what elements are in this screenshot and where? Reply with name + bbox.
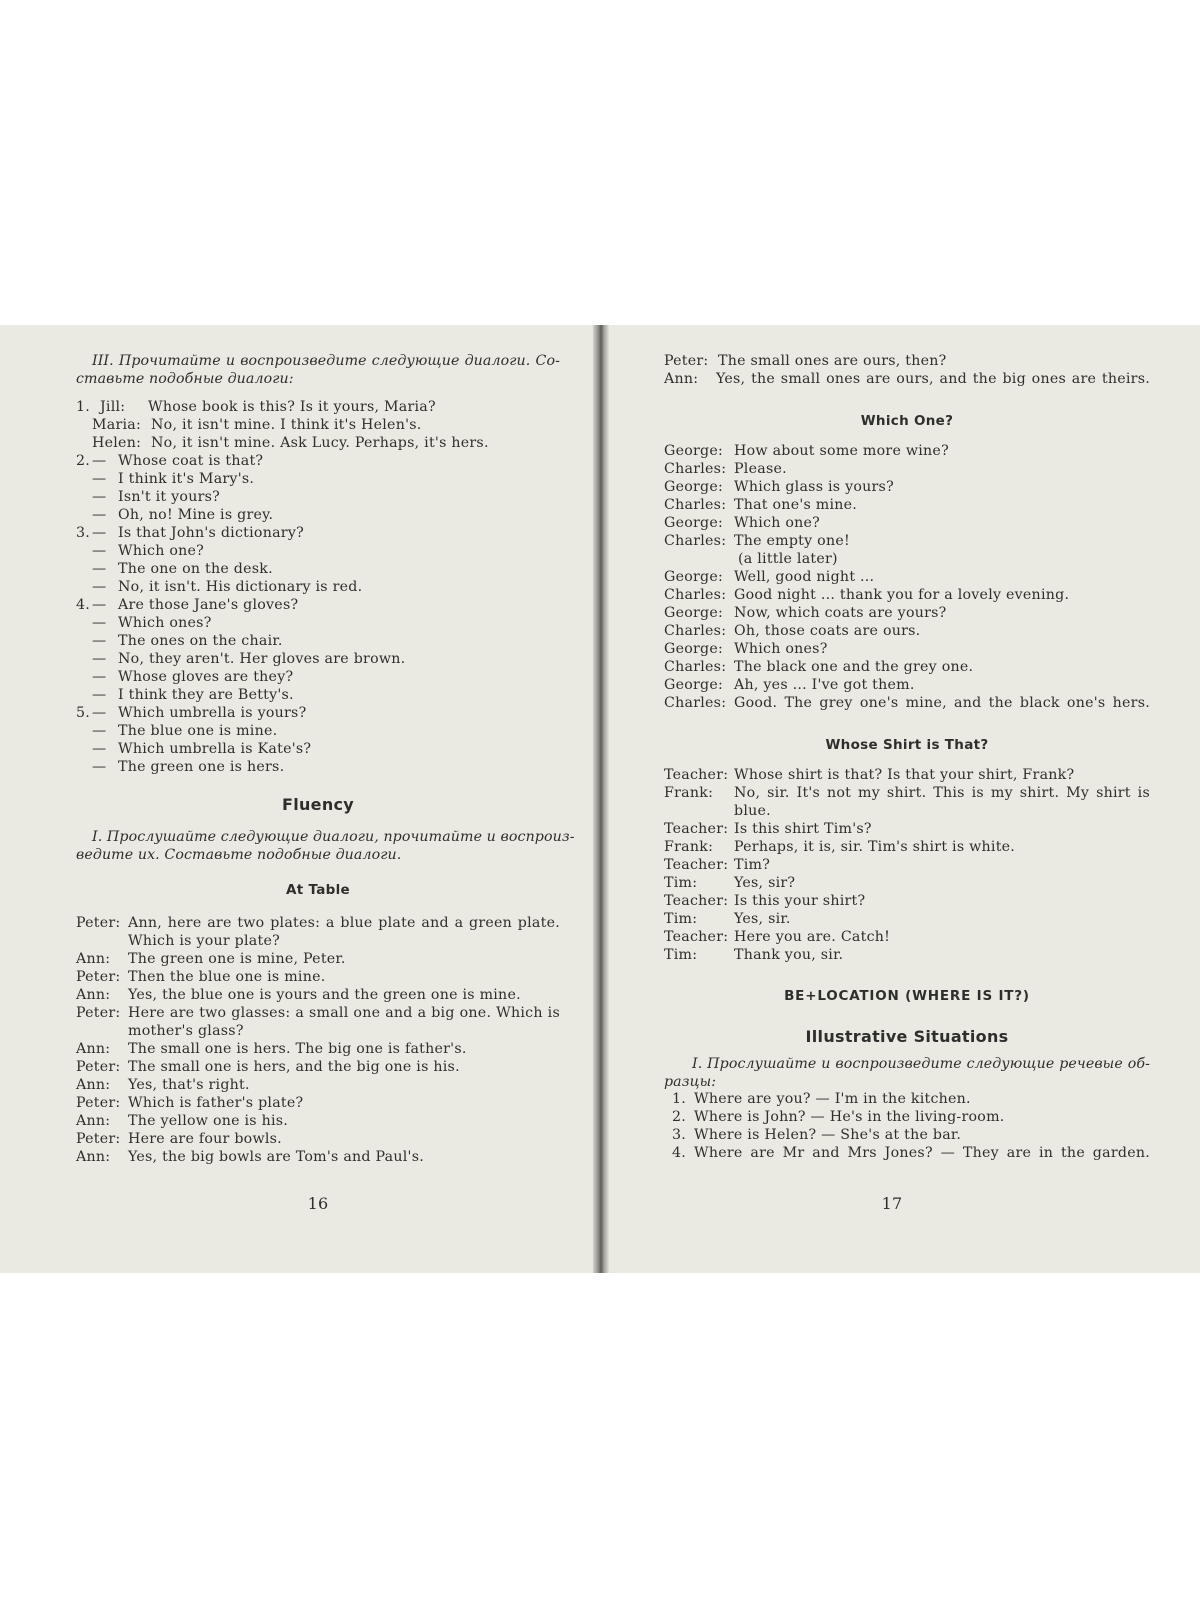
line-text: The one on the desk. bbox=[118, 561, 273, 577]
dialogue-line bbox=[664, 442, 1150, 460]
book-gutter bbox=[593, 325, 609, 1273]
speaker-label: Peter: bbox=[664, 353, 709, 369]
speaker-label: Ann: bbox=[76, 951, 111, 967]
line-text: Which glass is yours? bbox=[734, 479, 894, 495]
line-text: Yes, the small ones are ours, and the big ones are theirs. bbox=[716, 371, 1150, 387]
line-text: The empty one! bbox=[734, 533, 850, 549]
line-text: Isn't it yours? bbox=[118, 489, 220, 505]
line-text: Which is father's plate? bbox=[128, 1095, 304, 1111]
dialogue-line bbox=[664, 766, 1150, 784]
line-text: Is this shirt Tim's? bbox=[734, 821, 872, 837]
item-number: 3. bbox=[76, 525, 91, 541]
line-text: The green one is hers. bbox=[118, 759, 285, 775]
line-text: Which ones? bbox=[118, 615, 212, 631]
speaker-label: Ann: bbox=[664, 371, 699, 387]
section-heading-illustrative-situations: Illustrative Situations bbox=[805, 1027, 1009, 1046]
dash-marker: — bbox=[92, 507, 107, 523]
dialogue-line bbox=[76, 914, 560, 932]
line-text: The green one is mine, Peter. bbox=[128, 951, 346, 967]
dialogue-line bbox=[76, 398, 560, 416]
section-heading-fluency: Fluency bbox=[281, 795, 355, 814]
line-text: Where are you? — I'm in the kitchen. bbox=[694, 1091, 971, 1107]
line-text: Which is your plate? bbox=[128, 933, 280, 949]
dialogue-line bbox=[664, 568, 1150, 586]
line-text: Whose shirt is that? Is that your shirt, Frank? bbox=[734, 767, 1075, 783]
line-text: Whose book is this? Is it yours, Maria? bbox=[148, 399, 436, 415]
dialogue-line bbox=[664, 460, 1150, 478]
line-text: Whose gloves are they? bbox=[118, 669, 294, 685]
dash-marker: — bbox=[92, 471, 107, 487]
exercise-instruction-line: ставьте подобные диалоги: bbox=[76, 371, 294, 387]
dialogue-line bbox=[664, 892, 1150, 910]
dialogue-line bbox=[664, 478, 1150, 496]
dialogue-line bbox=[664, 604, 1150, 622]
line-text: The yellow one is his. bbox=[128, 1113, 289, 1129]
dash-marker: — bbox=[92, 705, 107, 721]
speaker-label: Ann: bbox=[76, 1149, 111, 1165]
dialogue-line bbox=[76, 596, 560, 614]
speaker-label: Frank: bbox=[664, 785, 714, 801]
dash-marker: — bbox=[92, 651, 107, 667]
dialogue-line bbox=[664, 874, 1150, 892]
dialogue-line bbox=[76, 1112, 560, 1130]
line-text: Are those Jane's gloves? bbox=[118, 597, 299, 613]
speaker-label: Peter: bbox=[76, 1005, 121, 1021]
dash-marker: — bbox=[92, 561, 107, 577]
speaker-label: Ann: bbox=[76, 1077, 111, 1093]
speaker-label: Peter: bbox=[76, 969, 121, 985]
dialogue-line bbox=[664, 1108, 1150, 1126]
line-text: Whose coat is that? bbox=[118, 453, 264, 469]
page-number: 17 bbox=[881, 1194, 903, 1213]
dialogue-line bbox=[664, 1090, 1150, 1108]
dialogue-line bbox=[664, 622, 1150, 640]
dialogue-line bbox=[76, 1022, 560, 1040]
dialogue-line bbox=[76, 632, 560, 650]
dash-marker: — bbox=[92, 525, 107, 541]
line-text: The ones on the chair. bbox=[118, 633, 283, 649]
fluency-instruction-line: I. Прослушайте следующие диалоги, прочитайте и воспроиз- bbox=[92, 829, 575, 845]
line-text: Yes, sir. bbox=[734, 911, 791, 927]
exercise-instruction-line: III. Прочитайте и воспроизведите следующие диалоги. Со- bbox=[92, 353, 560, 369]
speaker-label: George: bbox=[664, 479, 724, 495]
dialogue-line bbox=[76, 416, 560, 434]
dialogue-line bbox=[76, 524, 560, 542]
line-text: Well, good night ... bbox=[734, 569, 875, 585]
dialogue-line bbox=[76, 452, 560, 470]
dash-marker: — bbox=[92, 543, 107, 559]
line-text: Which umbrella is yours? bbox=[118, 705, 307, 721]
dialogue-line bbox=[76, 950, 560, 968]
speaker-label: Teacher: bbox=[664, 929, 729, 945]
speaker-label: Teacher: bbox=[664, 821, 729, 837]
speaker-label: Teacher: bbox=[664, 893, 729, 909]
dash-marker: — bbox=[92, 741, 107, 757]
dialogue-line bbox=[664, 1144, 1150, 1162]
line-text: Tim? bbox=[734, 857, 771, 873]
fluency-instruction-line: ведите их. Составьте подобные диалоги. bbox=[76, 847, 402, 863]
speaker-label: George: bbox=[664, 605, 724, 621]
speaker-label: George: bbox=[664, 569, 724, 585]
line-text: Now, which coats are yours? bbox=[734, 605, 947, 621]
dialogue-line bbox=[76, 740, 560, 758]
line-text: Ann, here are two plates: a blue plate and a green plate. bbox=[128, 915, 560, 931]
dialogue-line bbox=[664, 586, 1150, 604]
line-text: Good. The grey one's mine, and the black one's hers. bbox=[734, 695, 1150, 711]
page-number: 16 bbox=[307, 1194, 329, 1213]
line-text: Where are Mr and Mrs Jones? — They are in the garden. bbox=[694, 1145, 1150, 1161]
dialogue-heading-at-table: At Table bbox=[285, 882, 351, 898]
dash-marker: — bbox=[92, 633, 107, 649]
line-text: The small one is hers. The big one is father's. bbox=[128, 1041, 467, 1057]
dialogue-line bbox=[76, 758, 560, 776]
dialogue-heading-whose-shirt: Whose Shirt is That? bbox=[825, 737, 989, 753]
speaker-label: Peter: bbox=[76, 1059, 121, 1075]
dialogue-line bbox=[76, 650, 560, 668]
dialogue-line bbox=[664, 352, 1150, 370]
line-text: Here are four bowls. bbox=[128, 1131, 282, 1147]
line-text: Oh, no! Mine is grey. bbox=[118, 507, 274, 523]
dialogue-line bbox=[76, 1130, 560, 1148]
speaker-label: Charles: bbox=[664, 497, 727, 513]
speaker-label: Tim: bbox=[664, 911, 698, 927]
speaker-label: Maria: bbox=[92, 417, 142, 433]
illustrative-instruction-line: разцы: bbox=[664, 1074, 717, 1090]
line-text: Perhaps, it is, sir. Tim's shirt is white. bbox=[734, 839, 1016, 855]
line-text: Here you are. Catch! bbox=[734, 929, 891, 945]
speaker-label: Charles: bbox=[664, 587, 727, 603]
dialogue-line bbox=[76, 968, 560, 986]
dialogue-line bbox=[76, 1094, 560, 1112]
item-number: 4. bbox=[76, 597, 91, 613]
speaker-label: Charles: bbox=[664, 659, 727, 675]
speaker-label: Charles: bbox=[664, 533, 727, 549]
dialogue-line bbox=[76, 434, 560, 452]
book-spread bbox=[0, 325, 1200, 1273]
item-number: 3. bbox=[672, 1127, 687, 1143]
speaker-label: Peter: bbox=[76, 1131, 121, 1147]
dash-marker: — bbox=[92, 615, 107, 631]
line-text: blue. bbox=[734, 803, 771, 819]
dialogue-line bbox=[664, 1126, 1150, 1144]
dialogue-line bbox=[76, 506, 560, 524]
line-text: Yes, sir? bbox=[734, 875, 796, 891]
dialogue-line bbox=[76, 686, 560, 704]
dialogue-line bbox=[664, 928, 1150, 946]
line-text: How about some more wine? bbox=[734, 443, 949, 459]
dialogue-line bbox=[664, 856, 1150, 874]
speaker-label: Helen: bbox=[92, 435, 142, 451]
dialogue-line bbox=[76, 470, 560, 488]
line-text: The black one and the grey one. bbox=[734, 659, 974, 675]
line-text: Which umbrella is Kate's? bbox=[118, 741, 312, 757]
line-text: Yes, the big bowls are Tom's and Paul's. bbox=[128, 1149, 424, 1165]
dialogue-line bbox=[664, 640, 1150, 658]
speaker-label: George: bbox=[664, 443, 724, 459]
line-text: No, sir. It's not my shirt. This is my shirt. My shirt is bbox=[734, 785, 1150, 801]
line-text: No, it isn't. His dictionary is red. bbox=[118, 579, 363, 595]
illustrative-instruction-line: I. Прослушайте и воспроизведите следующие речевые об- bbox=[692, 1056, 1150, 1072]
dash-marker: — bbox=[92, 687, 107, 703]
dialogue-line bbox=[664, 658, 1150, 676]
speaker-label: Ann: bbox=[76, 987, 111, 1003]
line-text: I think it's Mary's. bbox=[118, 471, 255, 487]
line-text: Where is John? — He's in the living-room. bbox=[694, 1109, 1005, 1125]
item-number: 4. bbox=[672, 1145, 687, 1161]
item-number: 1. bbox=[76, 399, 91, 415]
dialogue-line bbox=[76, 560, 560, 578]
item-number: 2. bbox=[672, 1109, 687, 1125]
line-text: No, it isn't mine. Ask Lucy. Perhaps, it's hers. bbox=[151, 435, 489, 451]
line-text: That one's mine. bbox=[734, 497, 858, 513]
line-text: Then the blue one is mine. bbox=[128, 969, 326, 985]
line-text: Good night ... thank you for a lovely evening. bbox=[734, 587, 1070, 603]
dialogue-line bbox=[76, 704, 560, 722]
dash-marker: — bbox=[92, 453, 107, 469]
dash-marker: — bbox=[92, 597, 107, 613]
line-text: Is this your shirt? bbox=[734, 893, 866, 909]
dialogue-line bbox=[664, 946, 1150, 964]
line-text: Is that John's dictionary? bbox=[118, 525, 304, 541]
line-text: mother's glass? bbox=[128, 1023, 244, 1039]
dialogue-line bbox=[664, 676, 1150, 694]
section-heading-be-location: BE+LOCATION (WHERE IS IT?) bbox=[784, 988, 1030, 1004]
line-text: I think they are Betty's. bbox=[118, 687, 294, 703]
dialogue-line bbox=[76, 1076, 560, 1094]
dialogue-line bbox=[76, 932, 560, 950]
speaker-label: Tim: bbox=[664, 875, 698, 891]
speaker-label: Teacher: bbox=[664, 857, 729, 873]
dialogue-line bbox=[664, 694, 1150, 712]
line-text: Which one? bbox=[118, 543, 205, 559]
line-text: Here are two glasses: a small one and a big one. Which is bbox=[128, 1005, 560, 1021]
dialogue-line bbox=[664, 820, 1150, 838]
dialogue-line bbox=[76, 542, 560, 560]
speaker-label: George: bbox=[664, 677, 724, 693]
item-number: 5. bbox=[76, 705, 91, 721]
dash-marker: — bbox=[92, 669, 107, 685]
dialogue-line bbox=[664, 514, 1150, 532]
line-text: Which one? bbox=[734, 515, 821, 531]
line-text: The small one is hers, and the big one is his. bbox=[128, 1059, 460, 1075]
dialogue-line bbox=[76, 1004, 560, 1022]
dialogue-line bbox=[664, 838, 1150, 856]
dialogue-line bbox=[664, 802, 1150, 820]
speaker-label: Tim: bbox=[664, 947, 698, 963]
speaker-label: George: bbox=[664, 641, 724, 657]
dash-marker: — bbox=[92, 489, 107, 505]
speaker-label: Charles: bbox=[664, 461, 727, 477]
line-text: Thank you, sir. bbox=[734, 947, 844, 963]
speaker-label: Peter: bbox=[76, 915, 121, 931]
speaker-label: Peter: bbox=[76, 1095, 121, 1111]
line-text: Which ones? bbox=[734, 641, 828, 657]
dialogue-line bbox=[76, 722, 560, 740]
speaker-label: Ann: bbox=[76, 1041, 111, 1057]
line-text: Yes, that's right. bbox=[128, 1077, 250, 1093]
right-page bbox=[664, 325, 1150, 1273]
dialogue-line bbox=[76, 488, 560, 506]
line-text: Oh, those coats are ours. bbox=[734, 623, 921, 639]
line-text: Yes, the blue one is yours and the green one is mine. bbox=[128, 987, 521, 1003]
dialogue-line bbox=[664, 496, 1150, 514]
line-text: No, it isn't mine. I think it's Helen's. bbox=[151, 417, 422, 433]
dialogue-line bbox=[76, 668, 560, 686]
dialogue-line bbox=[664, 550, 1150, 568]
line-text: The small ones are ours, then? bbox=[718, 353, 947, 369]
dialogue-line bbox=[76, 1148, 560, 1166]
dialogue-line bbox=[664, 370, 1150, 388]
dialogue-line bbox=[76, 986, 560, 1004]
dialogue-line bbox=[664, 532, 1150, 550]
speaker-label: Charles: bbox=[664, 695, 727, 711]
line-text: Where is Helen? — She's at the bar. bbox=[694, 1127, 962, 1143]
speaker-label: Charles: bbox=[664, 623, 727, 639]
line-text: The blue one is mine. bbox=[118, 723, 278, 739]
speaker-label: Jill: bbox=[100, 399, 126, 415]
dash-marker: — bbox=[92, 579, 107, 595]
dialogue-line bbox=[76, 1058, 560, 1076]
left-page bbox=[76, 325, 575, 1273]
line-text: Please. bbox=[734, 461, 787, 477]
dash-marker: — bbox=[92, 723, 107, 739]
dialogue-heading-which-one: Which One? bbox=[860, 413, 954, 429]
line-text: No, they aren't. Her gloves are brown. bbox=[118, 651, 406, 667]
item-number: 1. bbox=[672, 1091, 687, 1107]
speaker-label: Ann: bbox=[76, 1113, 111, 1129]
dialogue-line bbox=[76, 1040, 560, 1058]
dialogue-line bbox=[76, 614, 560, 632]
dialogue-line bbox=[664, 784, 1150, 802]
dialogue-line bbox=[664, 910, 1150, 928]
dash-marker: — bbox=[92, 759, 107, 775]
line-text: Ah, yes ... I've got them. bbox=[734, 677, 915, 693]
line-text: (a little later) bbox=[738, 551, 838, 567]
speaker-label: George: bbox=[664, 515, 724, 531]
speaker-label: Frank: bbox=[664, 839, 714, 855]
speaker-label: Teacher: bbox=[664, 767, 729, 783]
dialogue-line bbox=[76, 578, 560, 596]
item-number: 2. bbox=[76, 453, 91, 469]
